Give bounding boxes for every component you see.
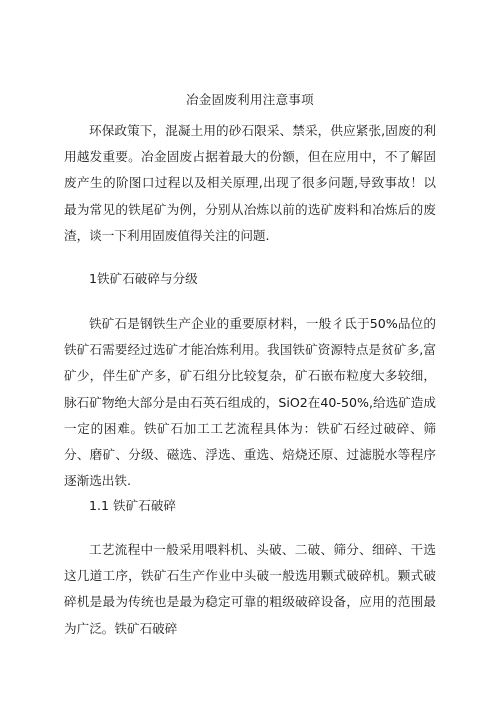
section-1-paragraph: 铁矿石是钢铁生产企业的重要原材料，一般彳氐于50%品位的铁矿石需要经过选矿才能冶炼利用。我国铁矿资源特点是贫矿多,富矿少，伴生矿产多，矿石组分比较复杂，矿石嵌布粒度大多较细，脉石矿物绝大部分是由石英石组成的，SiO2在40-50%,给选矿造成一定的困难。铁矿石加工工艺流程具体为：铁矿石经过破碎、筛分、磨矿、分级、磁选、浮选、重选、焙烧还原、过滤脱水等程序逐渐选出铁.: [64, 316, 436, 489]
intro-paragraph: 环保政策下，混凝土用的砂石限采、禁采，供应紧张,固废的利用越发重要。冶金固废占据着最大的份额，但在应用中，不了解固废产生的阶图口过程以及相关原理,出现了很多问题,导致事故！以最为常见的铁尾矿为例，分别从冶炼以前的选矿废料和冶炼后的废渣，谈一下利用固废值得关注的问题.: [64, 123, 436, 243]
section-1-1-paragraph: 工艺流程中一般采用喂料机、头破、二破、筛分、细碎、干选这几道工序，铁矿石生产作业中头破一般选用颗式破碎机。颗式破碎机是最为传统也是最为稳定可靠的粗级破碎设备，应用的范围最为广泛。铁矿石破碎: [64, 542, 436, 636]
section-heading-1-1: 1.1 铁矿石破碎: [89, 498, 177, 513]
document-title: 冶金固废利用注意事项: [185, 92, 314, 107]
section-heading-1: 1铁矿石破碎与分级: [89, 271, 198, 286]
